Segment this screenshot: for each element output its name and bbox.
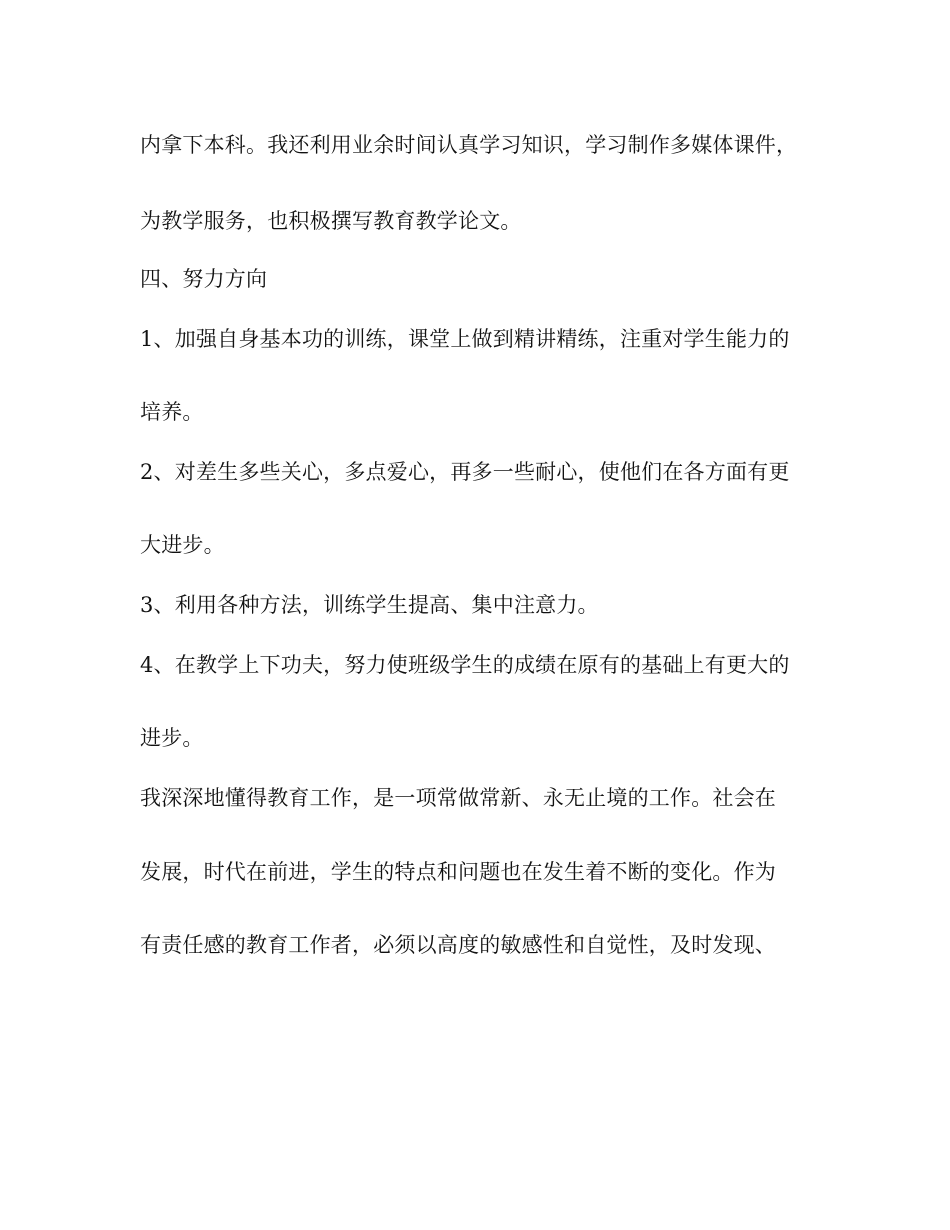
paragraph-line: 我深深地懂得教育工作，是一项常做常新、永无止境的工作。社会在 [140,786,776,810]
section-heading: 四、努力方向 [140,267,268,291]
list-item-line: 培养。 [140,400,204,424]
list-item-line: 3、利用各种方法，训练学生提高、集中注意力。 [140,593,599,617]
list-item-line: 进步。 [140,726,204,750]
list-item-line: 2、对差生多些关心，多点爱心，再多一些耐心，使他们在各方面有更 [140,460,790,484]
list-item-line: 大进步。 [140,533,225,557]
paragraph-line: 有责任感的教育工作者，必须以高度的敏感性和自觉性，及时发现、 [140,933,776,957]
paragraph-line: 发展，时代在前进，学生的特点和问题也在发生着不断的变化。作为 [140,860,776,884]
paragraph-line: 为教学服务，也积极撰写教育教学论文。 [140,209,522,233]
list-item-line: 1、加强自身基本功的训练，课堂上做到精讲精练，注重对学生能力的 [140,327,790,351]
paragraph-line: 内拿下本科。我还利用业余时间认真学习知识，学习制作多媒体课件， [140,133,798,157]
list-item-line: 4、在教学上下功夫，努力使班级学生的成绩在原有的基础上有更大的 [140,653,790,677]
